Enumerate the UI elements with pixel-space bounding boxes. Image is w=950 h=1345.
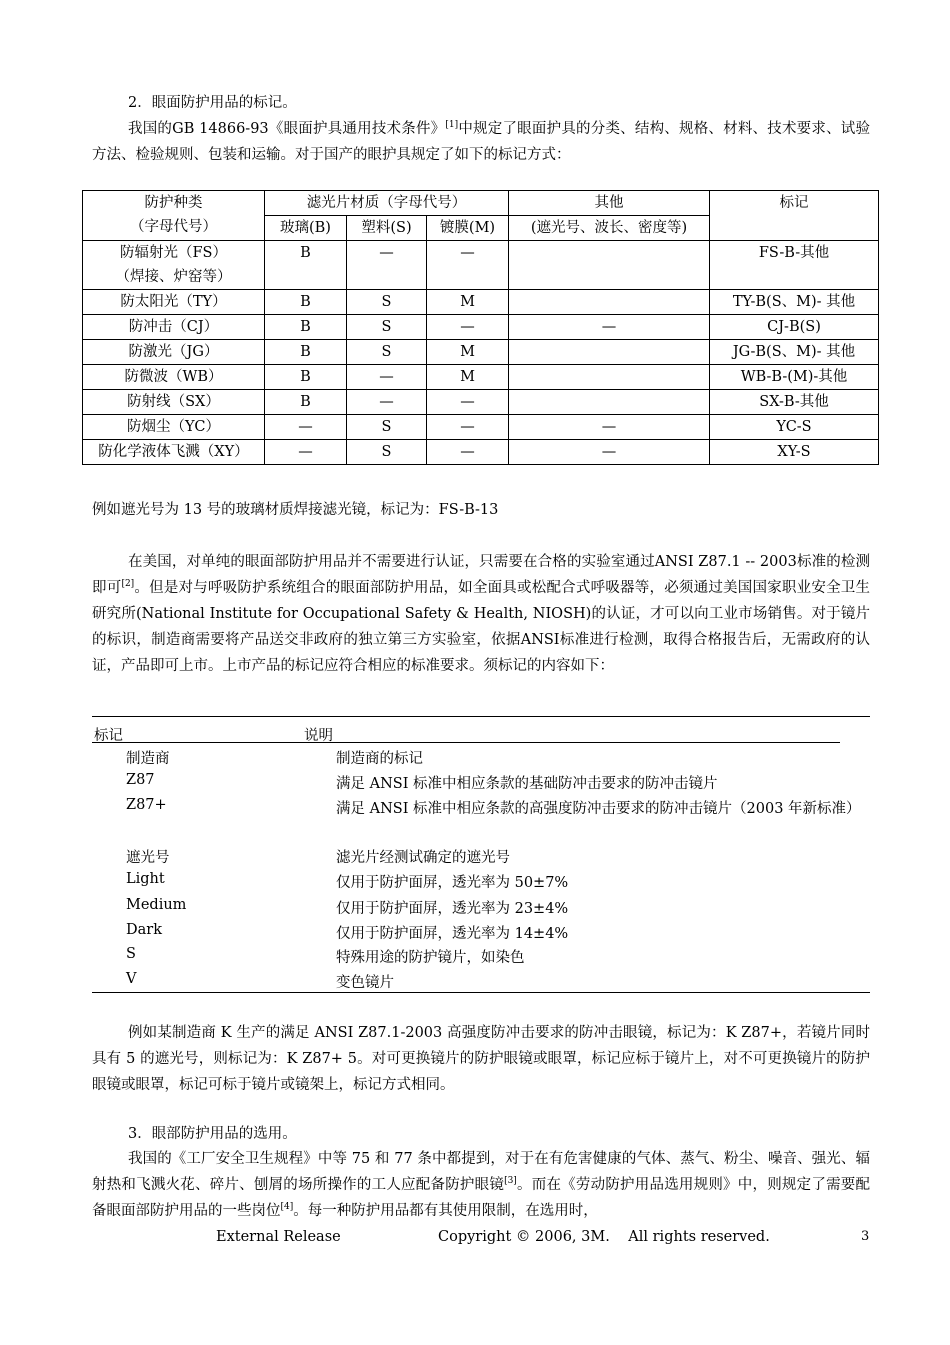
list-header-mark: 标记 bbox=[94, 728, 123, 744]
list-header-description: 说明 bbox=[304, 728, 333, 744]
cell-glass: B bbox=[265, 365, 347, 390]
table-row bbox=[83, 415, 879, 440]
cell-mark: TY-B(S、M)- 其他 bbox=[710, 290, 879, 315]
cell-glass: B bbox=[265, 315, 347, 340]
header-filter-material: 滤光片材质（字母代号） bbox=[265, 191, 509, 216]
cell-glass: B bbox=[265, 390, 347, 415]
document-page: 2．眼面防护用品的标记。 我国的GB 14866-93《眼面护具通用技术条件》[1]中规定了眼面护具的分类、结构、规格、材料、技术要求、试验方法、检验规则、包装和运输。对于国产的眼护具规定了如下的标记方式： 防护种类 （字母代号） 滤光片材质（字母代号） 其他 标记 玻璃(B) 塑料(S) 镀膜(M) (遮光号、波长、密度等) 防辐射光（FS） （焊接、炉窑等） B — — FS-B-其他 防太阳光（TY） B S M TY-B(S、M)- 其他 防冲击（CJ） B S — — CJ-B(S) 防激光（JG） B S M JG-B(S、M)- 其他 防微波（WB） B — M WB-B-(M)-其他 防射线（SX） B — — SX-B-其他 防烟尘（YC） — S — — YC-S 防化学液体飞溅（XY） — S — — XY-S 例如遮光号为 13 号的玻璃材质焊接滤光镜，标记为：FS-B-13 在美国，对单纯的眼面部防护用品并不需要进行认证，只需要在合格的实验室通过ANSI Z87.1 -- 2003标准的检测即可[2]。但是对与呼吸防护系统组合的眼面部防护用品，如全面具或松配合式呼吸器等，必须通过美国国家职业安全卫生研究所(National Institute for Occupational Safety & Health, NIOSH)的认证，才可以向工业市场销售。对于镜片的标识，制造商需要将产品送交非政府的独立第三方实验室，依据ANSI标准进行检测，取得合格报告后，无需政府的认证，产品即可上市。上市产品的标记应符合相应的标准要求。须标记的内容如下： 标记 说明 制造商 制造商的标记 Z87 满足 ANSI 标准中相应条款的基础防冲击要求的防冲击镜片 Z87+ 满足 ANSI 标准中相应条款的高强度防冲击要求的防冲击镜片（2003 年新标准） 遮光号 滤光片经测试确定的遮光号 Light 仅用于防护面屏，透光率为 50±7% Medium 仅用于防护面屏，透光率为 23±4% Dark 仅用于防护面屏，透光率为 14±4% S 特殊用途的防护镜片，如染色 V 变色镜片 例如某制造商 K 生产的满足 ANSI Z87.1-2003 高强度防冲击要求的防冲击眼镜，标记为：K Z87+，若镜片同时具有 5 的遮光号，则标记为：K Z87+ 5。对可更换镜片的防护眼镜或眼罩，标记应标于镜片上，对不可更换镜片的防护眼镜或眼罩，标记可标于镜片或镜架上，标记方式相同。 3．眼部防护用品的选用。 我国的《工厂安全卫生规程》中等 75 和 77 条中都提到，对于在有危害健康的气体、蒸气、粉尘、噪音、强光、辐射热和飞溅火花、碎片、刨屑的场所操作的工人应配备防护眼镜[3]。而在《劳动防护用品选用规则》中，则规定了需要配备眼面部防护用品的一些岗位[4]。每一种防护用品都有其使用限制，在选用时， External Release Copyright © 2006, 3M. All rights reserved. 3 bbox=[0, 0, 950, 1345]
cell-mark: XY-S bbox=[710, 440, 879, 465]
header-glass: 玻璃(B) bbox=[265, 216, 347, 241]
page-number: 3 bbox=[861, 1229, 870, 1244]
header-coated: 镀膜(M) bbox=[427, 216, 509, 241]
cell-mark: YC-S bbox=[710, 415, 879, 440]
cell-other bbox=[509, 290, 710, 315]
cell-other bbox=[509, 241, 710, 290]
list-top-rule bbox=[92, 716, 870, 717]
header-other-detail: (遮光号、波长、密度等) bbox=[509, 216, 710, 241]
cell-coated: — bbox=[427, 415, 509, 440]
section-3-heading: 3．眼部防护用品的选用。 bbox=[128, 1126, 297, 1142]
cell-type: 防射线（SX） bbox=[83, 390, 265, 415]
header-plastic: 塑料(S) bbox=[347, 216, 427, 241]
cell-coated: — bbox=[427, 241, 509, 290]
header-protection-type: 防护种类 （字母代号） bbox=[83, 191, 265, 241]
reference-1: [1] bbox=[445, 120, 459, 130]
section-2-heading: 2．眼面防护用品的标记。 bbox=[128, 95, 297, 111]
cell-type: 防化学液体飞溅（XY） bbox=[83, 440, 265, 465]
us-certification-paragraph: 在美国，对单纯的眼面部防护用品并不需要进行认证，只需要在合格的实验室通过ANSI Z87.1 -- 2003标准的检测即可[2]。但是对与呼吸防护系统组合的眼面部防护用品，如全面具或松配合式呼吸器等，必须通过美国国家职业安全卫生研究所(National Institute for Occupational Safety & Health, NIOSH)的认证，才可以向工业市场销售。对于镜片的标识，制造商需要将产品送交非政府的独立第三方实验室，依据ANSI标准进行检测，取得合格报告后，无需政府的认证，产品即可上市。上市产品的标记应符合相应的标准要求。须标记的内容如下： bbox=[92, 554, 871, 674]
cell-other bbox=[509, 365, 710, 390]
reference-4: [4] bbox=[280, 1202, 294, 1212]
cell-plastic: — bbox=[347, 241, 427, 290]
cell-mark: SX-B-其他 bbox=[710, 390, 879, 415]
cell-coated: M bbox=[427, 340, 509, 365]
cell-type: 防冲击（CJ） bbox=[83, 315, 265, 340]
table-row bbox=[83, 390, 879, 415]
cell-type: 防辐射光（FS） （焊接、炉窑等） bbox=[83, 241, 265, 290]
cell-type: 防微波（WB） bbox=[83, 365, 265, 390]
cell-coated: — bbox=[427, 440, 509, 465]
cell-plastic: S bbox=[347, 315, 427, 340]
cell-other: — bbox=[509, 440, 710, 465]
cell-coated: M bbox=[427, 290, 509, 315]
marking-table bbox=[82, 190, 879, 465]
cell-other bbox=[509, 390, 710, 415]
reference-3: [3] bbox=[504, 1176, 517, 1186]
cell-plastic: S bbox=[347, 290, 427, 315]
table-header-row bbox=[83, 191, 879, 216]
example-k-z87: 例如某制造商 K 生产的满足 ANSI Z87.1-2003 高强度防冲击要求的防冲击眼镜，标记为：K Z87+，若镜片同时具有 5 的遮光号，则标记为：K Z87+ 5。对可更换镜片的防护眼镜或眼罩，标记应标于镜片上，对不可更换镜片的防护眼镜或眼罩，标记可标于镜片或镜架上，标记方式相同。 bbox=[92, 1025, 870, 1093]
cell-other bbox=[509, 340, 710, 365]
cell-glass: — bbox=[265, 415, 347, 440]
section-3-paragraph: 我国的《工厂安全卫生规程》中等 75 和 77 条中都提到，对于在有危害健康的气体、蒸气、粉尘、噪音、强光、辐射热和飞溅火花、碎片、刨屑的场所操作的工人应配备防护眼镜[3]。而在《劳动防护用品选用规则》中，则规定了需要配备眼面部防护用品的一些岗位[4]。每一种防护用品都有其使用限制，在选用时， bbox=[92, 1151, 871, 1219]
section-2-paragraph: 我国的GB 14866-93《眼面护具通用技术条件》[1]中规定了眼面护具的分类、结构、规格、材料、技术要求、试验方法、检验规则、包装和运输。对于国产的眼护具规定了如下的标记方式： bbox=[92, 120, 871, 163]
cell-type: 防太阳光（TY） bbox=[83, 290, 265, 315]
cell-mark: JG-B(S、M)- 其他 bbox=[710, 340, 879, 365]
header-other: 其他 bbox=[509, 191, 710, 216]
cell-plastic: — bbox=[347, 365, 427, 390]
example-welding-filter: 例如遮光号为 13 号的玻璃材质焊接滤光镜，标记为：FS-B-13 bbox=[92, 502, 499, 518]
list-header-rule bbox=[92, 742, 840, 743]
cell-coated: M bbox=[427, 365, 509, 390]
table-row bbox=[83, 315, 879, 340]
cell-mark: FS-B-其他 bbox=[710, 241, 879, 290]
cell-glass: B bbox=[265, 241, 347, 290]
cell-mark: WB-B-(M)-其他 bbox=[710, 365, 879, 390]
cell-type: 防激光（JG） bbox=[83, 340, 265, 365]
list-bottom-rule bbox=[92, 992, 870, 993]
reference-2: [2] bbox=[121, 579, 135, 589]
footer-copyright: Copyright © 2006, 3M. All rights reserved. bbox=[438, 1229, 770, 1245]
table-row bbox=[83, 290, 879, 315]
cell-other: — bbox=[509, 315, 710, 340]
cell-plastic: S bbox=[347, 340, 427, 365]
cell-plastic: S bbox=[347, 440, 427, 465]
table-row bbox=[83, 365, 879, 390]
cell-mark: CJ-B(S) bbox=[710, 315, 879, 340]
table-row bbox=[83, 241, 879, 290]
table-row bbox=[83, 340, 879, 365]
cell-coated: — bbox=[427, 390, 509, 415]
cell-glass: B bbox=[265, 340, 347, 365]
cell-coated: — bbox=[427, 315, 509, 340]
cell-other: — bbox=[509, 415, 710, 440]
header-mark: 标记 bbox=[710, 191, 879, 241]
cell-plastic: S bbox=[347, 415, 427, 440]
cell-type: 防烟尘（YC） bbox=[83, 415, 265, 440]
cell-glass: — bbox=[265, 440, 347, 465]
table-row bbox=[83, 440, 879, 465]
footer-release: External Release bbox=[216, 1229, 341, 1245]
cell-glass: B bbox=[265, 290, 347, 315]
cell-plastic: — bbox=[347, 390, 427, 415]
